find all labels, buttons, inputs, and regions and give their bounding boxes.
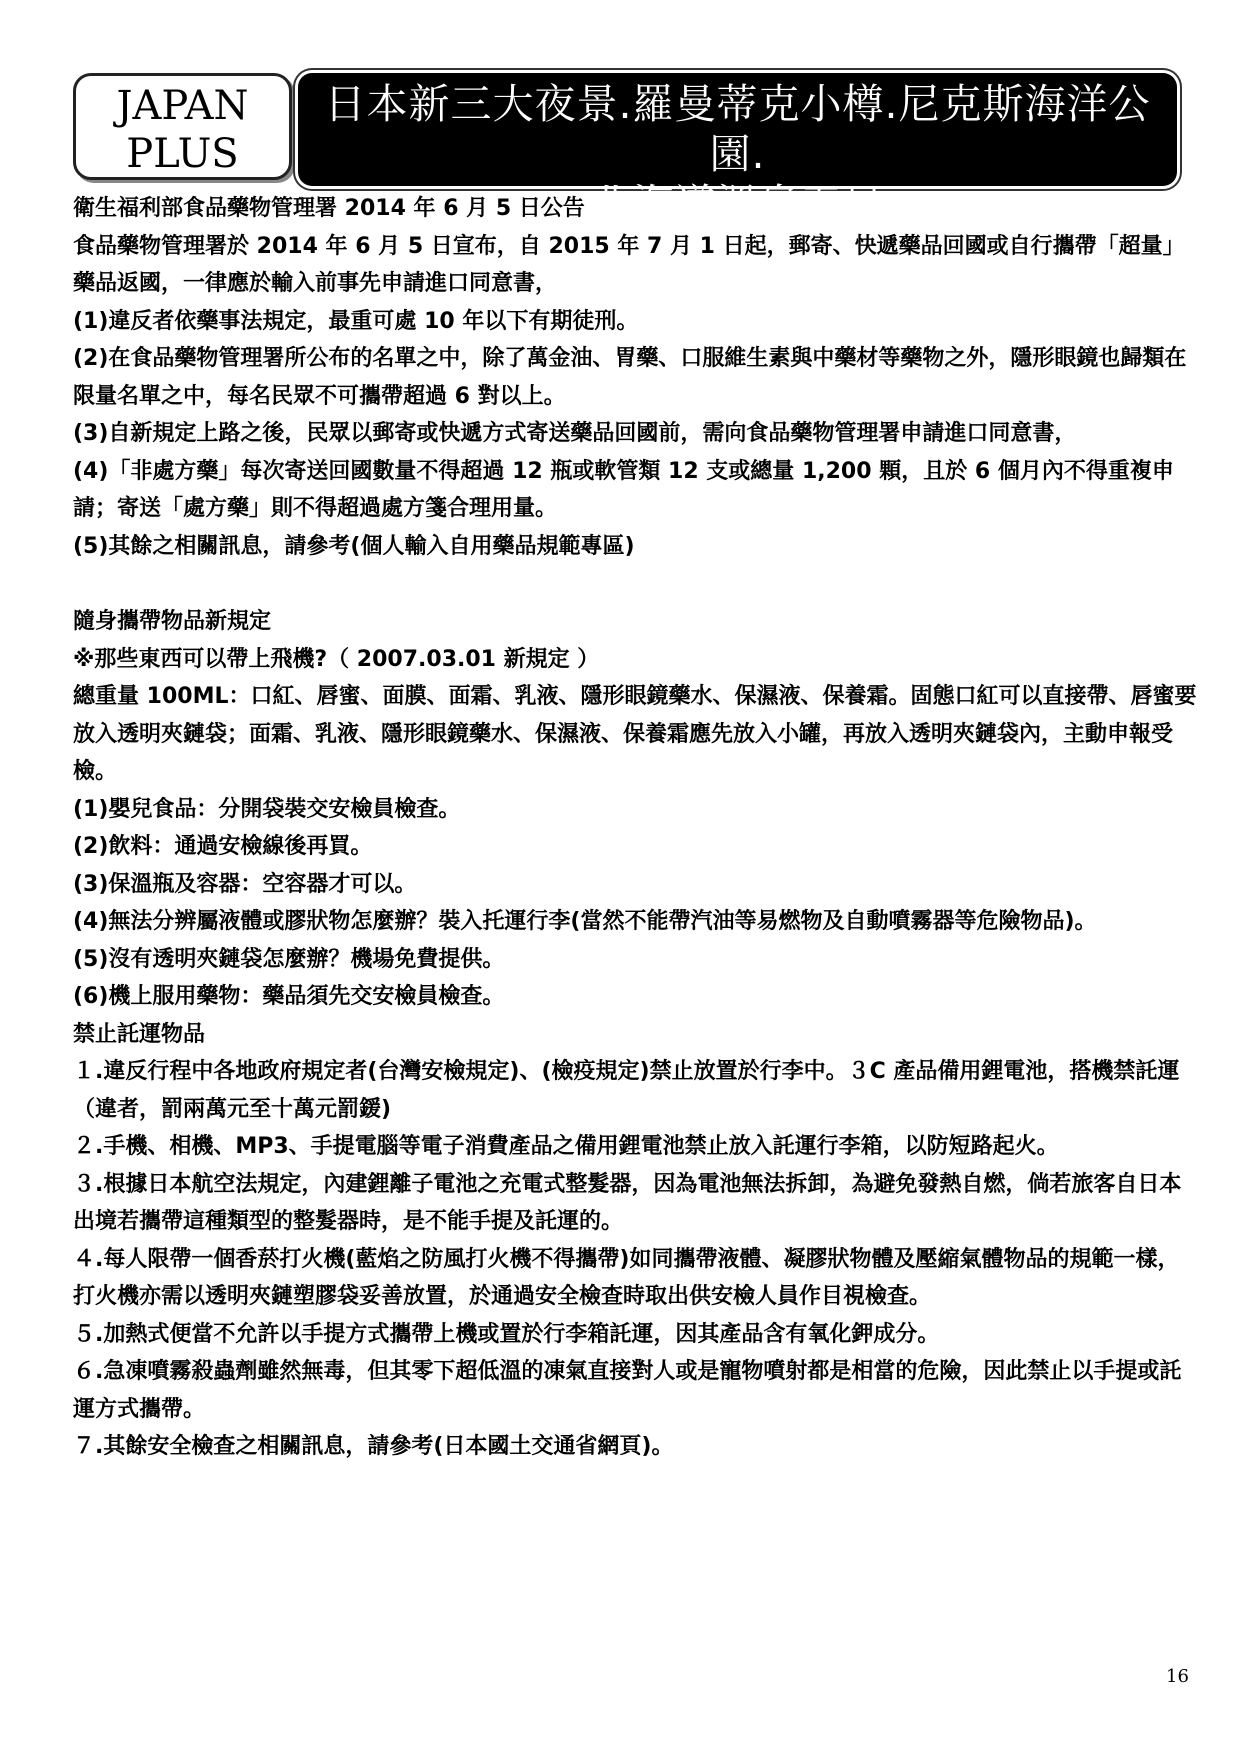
paragraph: (1)違反者依藥事法規定，最重可處 10 年以下有期徒刑。 — [73, 308, 639, 334]
list-item: ２.手機、相機、MP3、手提電腦等電子消費產品之備用鋰電池禁止放入託運行李箱，以防短路起火。 — [73, 1134, 1059, 1159]
list-item: ３.根據日本航空法規定，內建鋰離子電池之充電式整髮器，因為電池無法拆卸，為避免發熱自燃，倘若旅客自日本出境若攜帶這種類型的整髮器時，是不能手提及託運的。 — [73, 1171, 1182, 1234]
section-heading-fda-notice: 衛生福利部食品藥物管理署 2014 年 6 月 5 日公告 — [73, 196, 585, 221]
brand-logo-box — [73, 73, 292, 180]
paragraph: (1)嬰兒食品：分開袋裝交安檢員檢查。 — [73, 796, 461, 822]
list-item: ７.其餘安全檢查之相關訊息，請參考(日本國土交通省網頁)。 — [73, 1434, 674, 1459]
paragraph: 總重量 100ML：口紅、唇蜜、面膜、面霜、乳液、隱形眼鏡藥水、保濕液、保養霜。固態口紅可以直接帶、唇蜜要放入透明夾鏈袋；面霜、乳液、隱形眼鏡藥水、保濕液、保養霜應先放入小罐，再放入透明夾鏈袋內，主動申報受檢。 — [73, 684, 1197, 784]
paragraph: (2)在食品藥物管理署所公布的名單之中，除了萬金油、胃藥、口服維生素與中藥材等藥物之外，隱形眼鏡也歸類在限量名單之中，每名民眾不可攜帶超過 6 對以上。 — [73, 346, 1187, 409]
document-body — [73, 190, 1198, 1466]
page-number: 16 — [1166, 1666, 1189, 1687]
paragraph: (3)保溫瓶及容器：空容器才可以。 — [73, 871, 417, 897]
section-subheading: ※那些東西可以帶上飛機?（ 2007.03.01 新規定 ） — [73, 646, 600, 672]
paragraph: (3)自新規定上路之後，民眾以郵寄或快遞方式寄送藥品回國前，需向食品藥物管理署申請進口同意書， — [73, 421, 1077, 446]
paragraph: (5)其餘之相關訊息，請參考(個人輸入自用藥品規範專區) — [73, 533, 635, 559]
paragraph: 食品藥物管理署於 2014 年 6 月 5 日宣布，自 2015 年 7 月 1 日起，郵寄、快遞藥品回國或自行攜帶「超量」藥品返國，一律應於輸入前事先申請進口同意書， — [73, 233, 1185, 296]
spacer — [73, 565, 1198, 603]
paragraph: (4)「非處方藥」每次寄送回國數量不得超過 12 瓶或軟管類 12 支或總量 1,200 顆，且於 6 個月內不得重複申請；寄送「處方藥」則不得超過處方箋合理用量。 — [73, 458, 1174, 521]
list-item: ６.急凍噴霧殺蟲劑雖然無毒，但其零下超低溫的凍氣直接對人或是寵物噴射都是相當的危險，因此禁止以手提或託運方式攜帶。 — [73, 1359, 1182, 1422]
list-item: ４.每人限帶一個香菸打火機(藍焰之防風打火機不得攜帶)如同攜帶液體、凝膠狀物體及壓縮氣體物品的規範一樣，打火機亦需以透明夾鏈塑膠袋妥善放置，於通過安全檢查時取出供安檢人員作目視檢查。 — [73, 1246, 1180, 1309]
brand-line-2: PLUS — [126, 131, 239, 177]
tour-title-line-2: 北海道溫泉五日 — [590, 180, 885, 228]
section-heading-carry-on-rules: 隨身攜帶物品新規定 — [73, 609, 272, 634]
paragraph: (4)無法分辨屬液體或膠狀物怎麼辦？裝入托運行李(當然不能帶汽油等易燃物及自動噴霧器等危險物品)。 — [73, 909, 1097, 934]
list-item: １.違反行程中各地政府規定者(台灣安檢規定)、(檢疫規定)禁止放置於行李中。３C 產品備用鋰電池，搭機禁託運（違者，罰兩萬元至十萬元罰鍰) — [73, 1059, 1180, 1122]
brand-line-1: JAPAN — [116, 83, 249, 129]
list-item: ５.加熱式便當不允許以手提方式攜帶上機或置於行李箱託運，因其產品含有氧化鉀成分。 — [73, 1321, 940, 1347]
section-heading-prohibited-items: 禁止託運物品 — [73, 1021, 206, 1047]
tour-title-line-1: 日本新三大夜景.羅曼蒂克小樽.尼克斯海洋公園. — [324, 80, 1151, 178]
paragraph: (5)沒有透明夾鏈袋怎麼辦？機場免費提供。 — [73, 946, 505, 972]
paragraph: (6)機上服用藥物：藥品須先交安檢員檢查。 — [73, 984, 505, 1009]
paragraph: (2)飲料：通過安檢線後再買。 — [73, 834, 373, 859]
